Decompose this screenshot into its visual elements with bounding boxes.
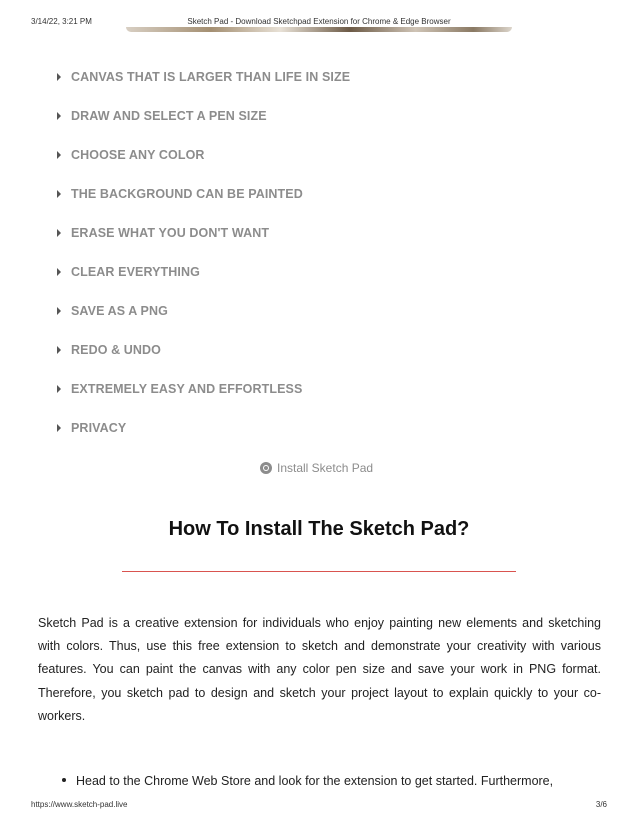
intro-paragraph: Sketch Pad is a creative extension for individuals who enjoy painting new elements and sketching with colors. Thus, use this free extension to sketch and demonstrate your creativity with various features. You can paint the canvas with any color pen size and save your work in PNG format. Therefore, you sketch pad to design and sketch your project layout to explain quickly to your co-workers. [38,616,601,723]
install-link-label: Install Sketch Pad [277,461,374,475]
feature-label: PRIVACY [71,420,127,435]
caret-right-icon [57,229,61,237]
feature-item[interactable] [55,213,350,252]
caret-right-icon [57,268,61,276]
bullet-icon [62,778,66,782]
caret-right-icon [57,190,61,198]
feature-item[interactable] [55,330,350,369]
print-footer [31,800,607,812]
print-page-title: Sketch Pad - Download Sketchpad Extension for Chrome & Edge Browser [187,17,451,26]
heading-divider [122,571,516,572]
print-url: https://www.sketch-pad.live [31,800,128,809]
feature-label: ERASE WHAT YOU DON'T WANT [71,225,270,240]
caret-right-icon [57,424,61,432]
caret-right-icon [57,151,61,159]
feature-item[interactable] [55,252,350,291]
install-sketch-pad-link[interactable] [260,461,373,475]
section-heading: How To Install The Sketch Pad? [168,518,470,540]
feature-item[interactable] [55,57,350,96]
feature-label: CLEAR EVERYTHING [71,264,200,279]
feature-item[interactable] [55,408,350,447]
print-date: 3/14/22, 3:21 PM [31,17,92,26]
feature-label: EXTREMELY EASY AND EFFORTLESS [71,381,303,396]
install-steps-list [62,771,602,791]
caret-right-icon [57,73,61,81]
feature-label: DRAW AND SELECT A PEN SIZE [71,108,267,123]
feature-label: REDO & UNDO [71,342,161,357]
caret-right-icon [57,346,61,354]
feature-item[interactable] [55,96,350,135]
feature-item[interactable] [55,135,350,174]
feature-item[interactable] [55,291,350,330]
feature-label: THE BACKGROUND CAN BE PAINTED [71,186,303,201]
caret-right-icon [57,112,61,120]
step-text: Head to the Chrome Web Store and look for the extension to get started. Furthermore, [76,774,554,788]
feature-item[interactable] [55,174,350,213]
page-number: 3/6 [595,800,607,809]
feature-label: SAVE AS A PNG [71,303,168,318]
feature-label: CHOOSE ANY COLOR [71,147,205,162]
feature-item[interactable] [55,369,350,408]
caret-right-icon [57,385,61,393]
hero-image-bottom-edge [126,27,512,32]
caret-right-icon [57,307,61,315]
list-item [62,771,602,791]
chrome-icon [260,462,272,474]
feature-label: CANVAS THAT IS LARGER THAN LIFE IN SIZE [71,69,351,84]
feature-list [55,57,350,447]
